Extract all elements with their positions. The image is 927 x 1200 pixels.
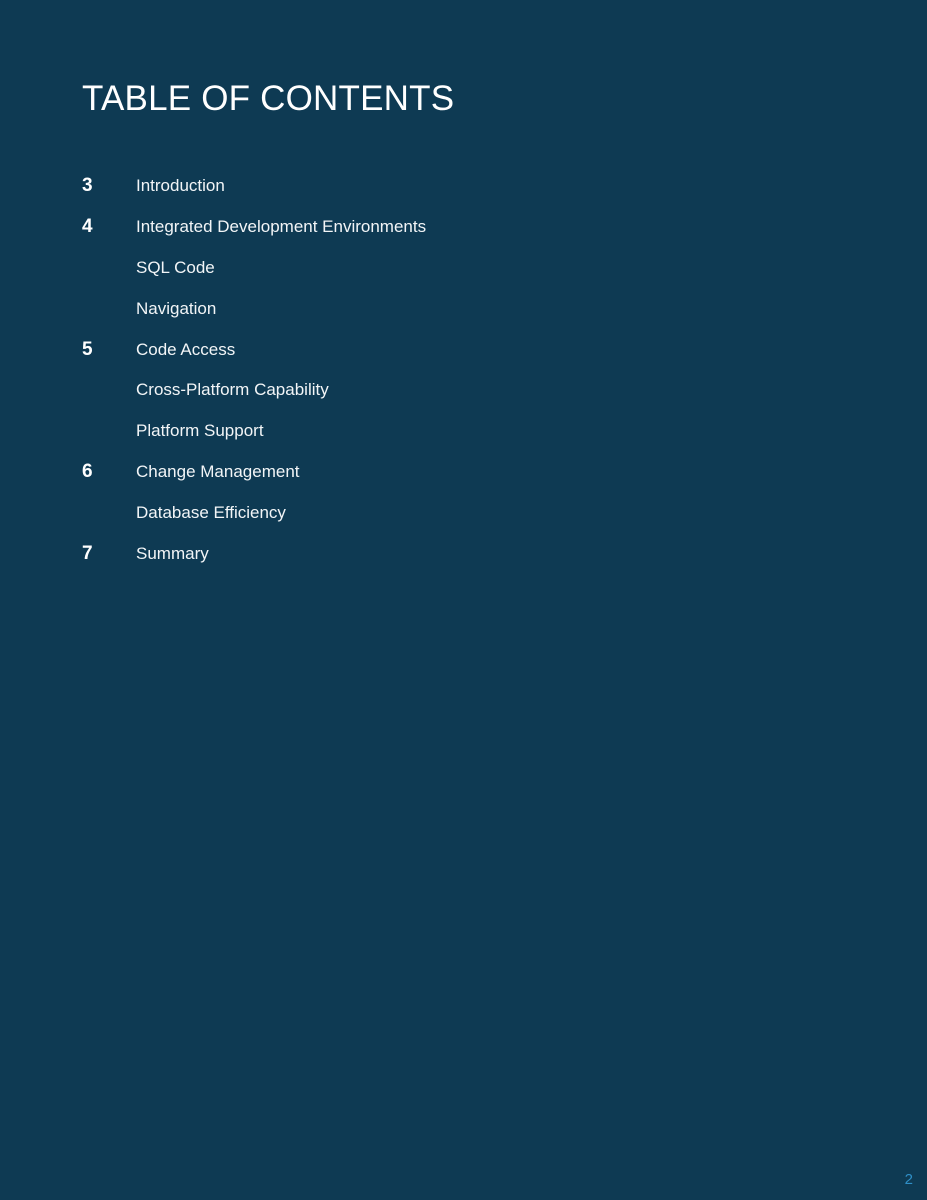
toc-label[interactable]: Introduction — [136, 176, 225, 195]
toc-label[interactable]: Platform Support — [136, 421, 264, 441]
toc-label[interactable]: Cross-Platform Capability — [136, 380, 329, 400]
toc-page-number: 6 — [82, 461, 93, 483]
toc-entry-ide[interactable] — [82, 207, 782, 248]
toc-label[interactable]: SQL Code — [136, 257, 215, 277]
toc-entry-platform-support[interactable] — [82, 411, 782, 452]
toc-entry-cross-platform[interactable] — [82, 370, 782, 411]
toc-page-number: 4 — [82, 215, 93, 237]
toc-entry-code-access[interactable] — [82, 330, 782, 371]
toc-entry-sql-code[interactable] — [82, 248, 782, 289]
toc-list — [82, 166, 782, 575]
toc-label[interactable]: Change Management — [136, 462, 300, 482]
toc-entry-database-efficiency[interactable] — [82, 493, 782, 534]
toc-label[interactable]: Summary — [136, 544, 209, 564]
toc-entry-introduction[interactable] — [82, 166, 782, 207]
toc-label[interactable]: Code Access — [136, 339, 236, 359]
toc-page-number: 5 — [82, 338, 93, 360]
toc-label[interactable]: Integrated Development Environments — [136, 216, 427, 236]
toc-page-number: 7 — [82, 543, 93, 565]
toc-entry-summary[interactable] — [82, 534, 782, 575]
toc-entry-change-management[interactable] — [82, 452, 782, 493]
toc-label[interactable]: Navigation — [136, 298, 217, 318]
toc-entry-navigation[interactable] — [82, 289, 782, 330]
toc-page-number: 3 — [82, 175, 93, 196]
page-title: TABLE OF CONTENTS — [82, 79, 455, 118]
toc-label[interactable]: Database Efficiency — [136, 503, 286, 523]
page-footer-number: 2 — [904, 1171, 913, 1188]
